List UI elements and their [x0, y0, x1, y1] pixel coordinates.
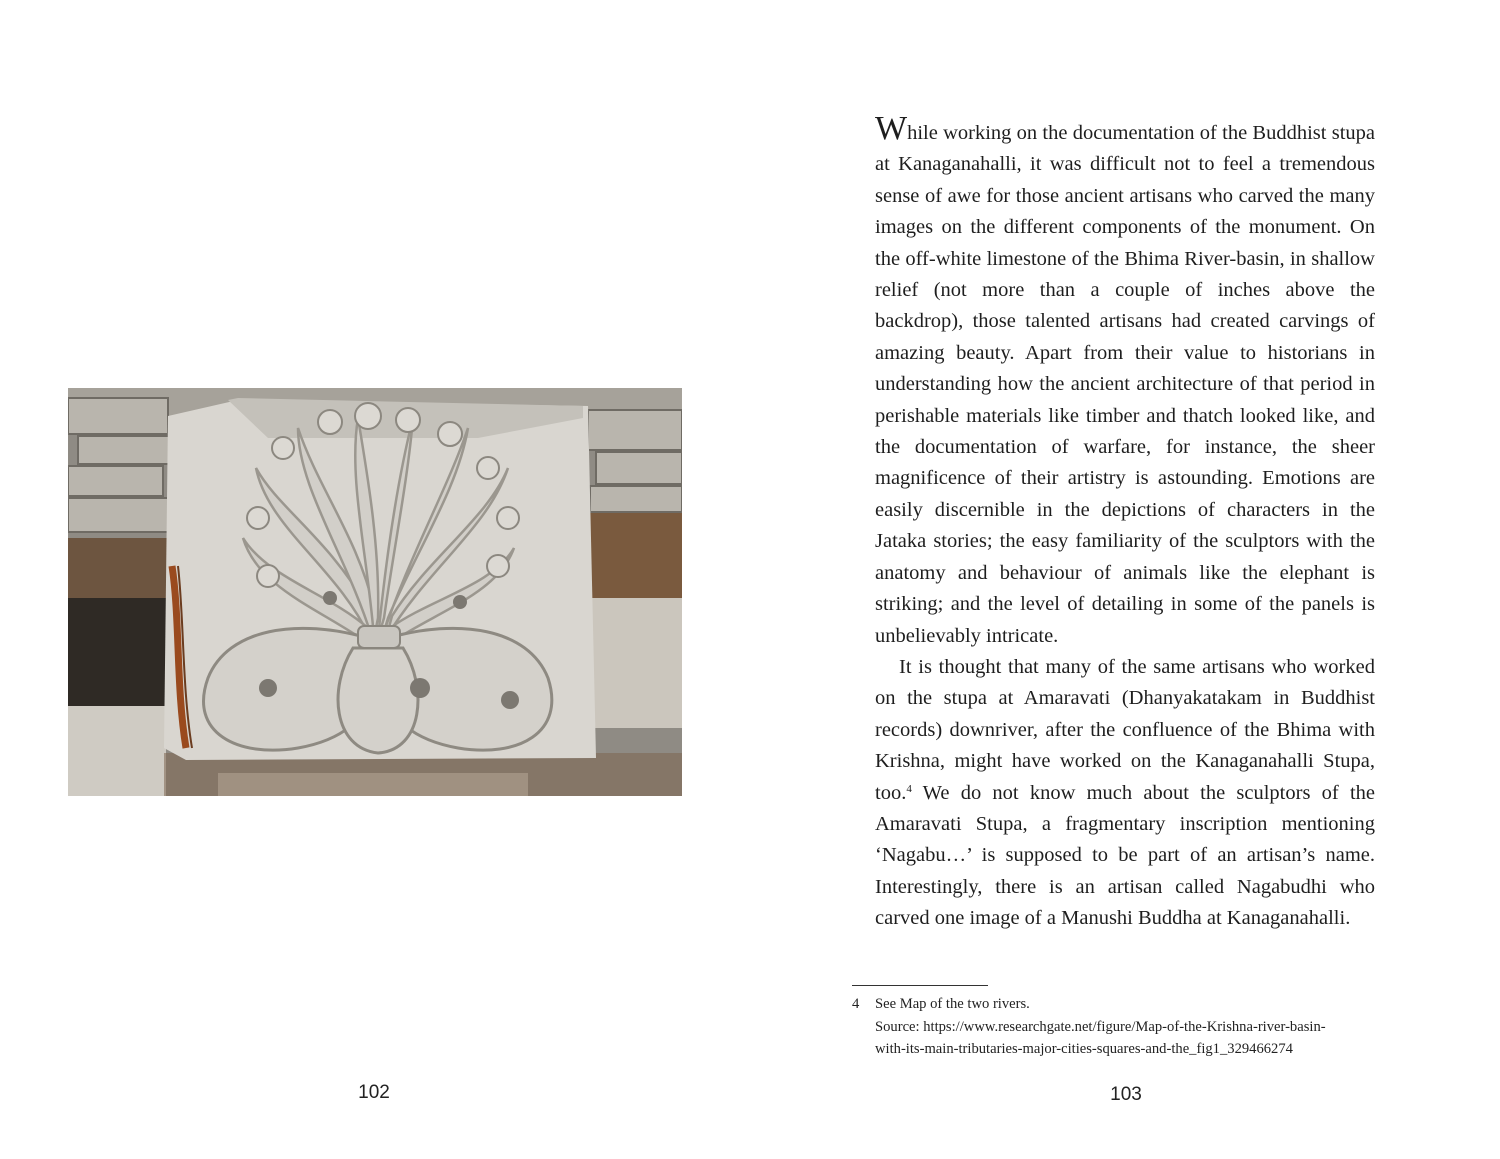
relief-photo — [68, 388, 682, 796]
paragraph-1-text: hile working on the documentation of the Buddhist stupa at Kanaganahalli, it was difficult not to feel a tremendous sense of awe for those ancient artisans who carved the many images on the different components of the monument. On the off-white limestone of the Bhima River-basin, in shallow relief (not more than a couple of inches above the backdrop), those talented artisans had created carvings of amazing beauty. Apart from their value to historians in understanding how the ancient architecture of that period in perishable materials like timber and thatch looked like, and the documentation of warfare, for instance, the sheer magnificence of their artistry is astounding. Emotions are easily discernible in the depictions of characters in the Jataka stories; the easy familiarity of the sculptors with the anatomy and behaviour of animals like the elephant is striking; and the level of detailing in some of the panels is unbelievably intricate. — [875, 122, 1375, 647]
footnote-source-link[interactable]: Source: https://www.researchgate.net/figure/Map-of-the-Krishna-river-basin- — [875, 1018, 1326, 1035]
footnote-source-link-cont[interactable]: with-its-main-tributaries-major-cities-squares-and-the_fig1_329466274 — [875, 1041, 1293, 1057]
footnote-divider — [852, 985, 988, 986]
right-page — [750, 0, 1500, 1159]
footnote-reference[interactable]: 4 — [906, 782, 912, 795]
footnote — [852, 993, 1392, 1061]
paragraph-2-text-a: It is thought that many of the same artisans who worked on the stupa at Amaravati (Dhanyakatakam in Buddhist records) downriver, after the confluence of the Bhima with Krishna, might have worked on the Kanaganahalli Stupa, too. — [875, 655, 1375, 804]
paragraph-2 — [875, 652, 1375, 935]
drop-cap: W — [875, 110, 908, 147]
page-number-left: 102 — [358, 1082, 390, 1103]
body-text — [875, 112, 1375, 935]
paragraph-1 — [875, 112, 1375, 652]
page-number-right: 103 — [1110, 1084, 1142, 1105]
footnote-line-1: See Map of the two rivers. — [875, 996, 1030, 1012]
paragraph-2-text-b: We do not know much about the sculptors of the Amaravati Stupa, a fragmentary inscription mentioning ‘Nagabu…’ is supposed to be part of an artisan’s name. Interestingly, there is an artisan called Nagabudhi who carved one image of a Manushi Buddha at Kanaganahalli. — [875, 781, 1375, 930]
footnote-number: 4 — [852, 996, 860, 1012]
